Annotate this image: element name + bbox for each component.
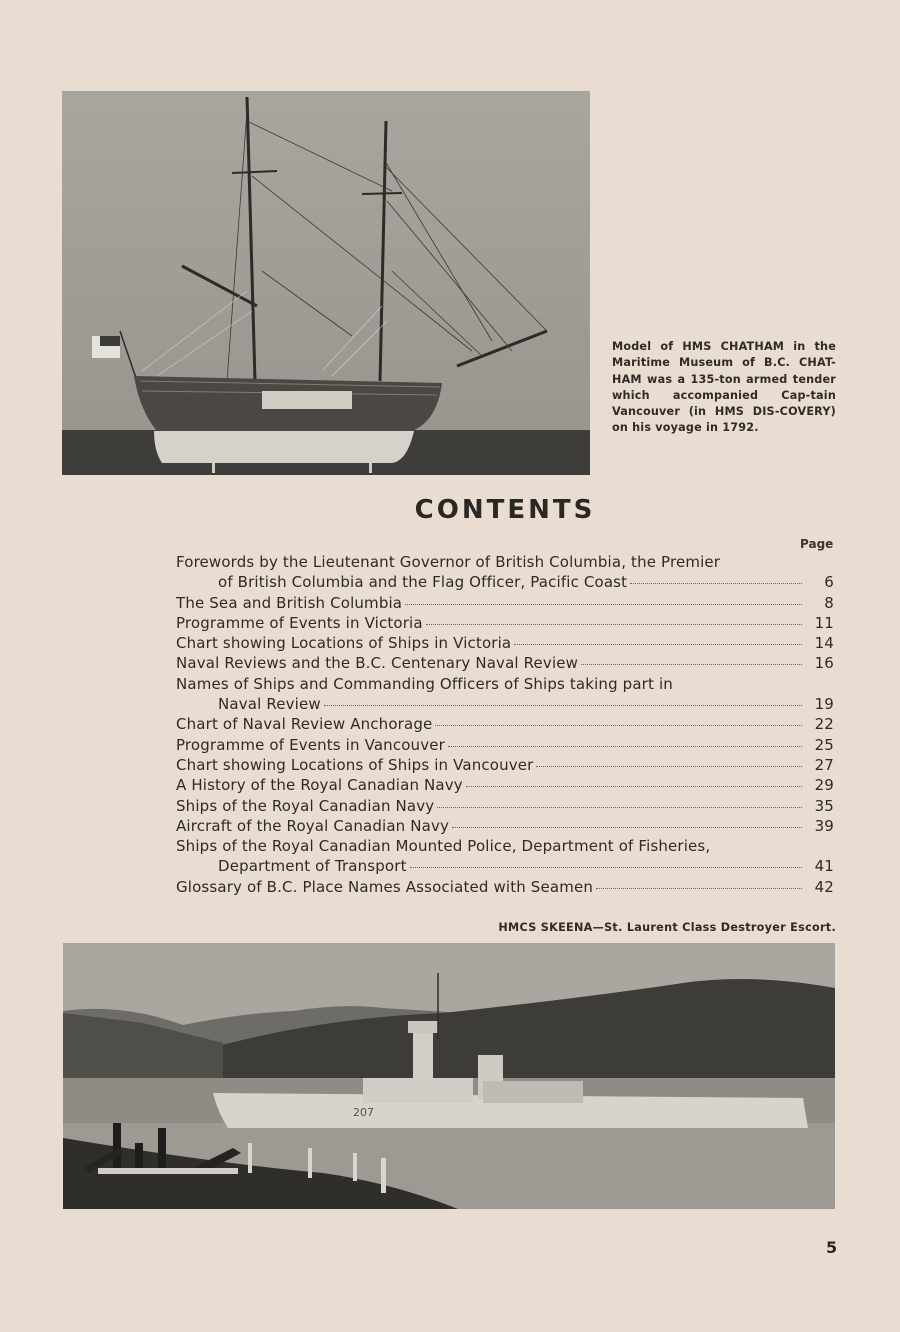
toc-page-number: 42 xyxy=(814,877,834,896)
dot-leader xyxy=(514,643,802,645)
toc-page-number: 27 xyxy=(814,755,834,774)
dot-leader xyxy=(448,745,802,747)
toc-page-number: 11 xyxy=(814,613,834,632)
dot-leader xyxy=(426,623,802,625)
table-of-contents xyxy=(176,552,836,897)
toc-entry-title: Chart showing Locations of Ships in Vancouver xyxy=(176,755,534,774)
toc-entry-title: Programme of Events in Victoria xyxy=(176,613,423,632)
dot-leader xyxy=(410,866,802,868)
dot-leader xyxy=(437,806,802,808)
toc-line xyxy=(176,572,836,592)
hull-number: 207 xyxy=(353,1106,374,1119)
toc-entry-title: Programme of Events in Vancouver xyxy=(176,735,445,754)
toc-entry xyxy=(176,552,836,593)
contents-heading: CONTENTS xyxy=(414,495,596,525)
toc-entry xyxy=(176,613,836,633)
toc-line xyxy=(176,613,836,633)
destroyer-illustration xyxy=(63,943,835,1209)
dot-leader xyxy=(466,785,802,787)
ship-model-illustration xyxy=(62,91,590,475)
toc-entry-title: Naval Review xyxy=(218,695,321,714)
dot-leader xyxy=(581,663,802,665)
toc-entry-title: Forewords by the Lieutenant Governor of British Columbia, the Premier xyxy=(176,553,721,571)
toc-entry-title: Naval Reviews and the B.C. Centenary Naval Review xyxy=(176,654,579,673)
toc-entry xyxy=(176,735,836,755)
toc-entry xyxy=(176,796,836,816)
toc-page-number: 22 xyxy=(814,715,834,734)
dot-leader xyxy=(536,765,802,767)
toc-entry-title: Names of Ships and Commanding Officers of Ships taking part in xyxy=(176,674,673,693)
toc-entry-title: Chart showing Locations of Ships in Victoria xyxy=(176,634,512,653)
page-column-header: Page xyxy=(800,537,834,551)
dot-leader xyxy=(435,724,802,726)
toc-line xyxy=(176,877,836,897)
page-number: 5 xyxy=(826,1238,838,1257)
toc-line xyxy=(176,653,836,673)
hms-chatham-model-photo xyxy=(62,91,590,475)
toc-entry-title: A History of the Royal Canadian Navy xyxy=(176,776,463,795)
toc-entry-title: The Sea and British Columbia xyxy=(176,593,403,612)
toc-line xyxy=(176,735,836,755)
dot-leader xyxy=(630,582,802,584)
toc-line xyxy=(176,552,836,572)
toc-entry xyxy=(176,816,836,836)
toc-entry xyxy=(176,836,836,877)
toc-line xyxy=(176,593,836,613)
toc-page-number: 8 xyxy=(824,593,834,612)
toc-entry xyxy=(176,633,836,653)
toc-page-number: 19 xyxy=(814,695,834,714)
toc-line xyxy=(176,796,836,816)
skeena-caption: HMCS SKEENA—St. Laurent Class Destroyer Escort. xyxy=(498,921,836,934)
toc-entry xyxy=(176,775,836,795)
toc-page-number: 14 xyxy=(814,634,834,653)
toc-page-number: 29 xyxy=(814,776,834,795)
toc-line xyxy=(176,674,836,694)
dot-leader xyxy=(452,826,802,828)
hmcs-skeena-photo xyxy=(63,943,835,1209)
toc-entry-title: Glossary of B.C. Place Names Associated with Seamen xyxy=(176,877,593,896)
toc-entry-title: Chart of Naval Review Anchorage xyxy=(176,715,433,734)
toc-line xyxy=(176,775,836,795)
toc-entry-title: of British Columbia and the Flag Officer, Pacific Coast xyxy=(218,573,628,592)
toc-entry xyxy=(176,593,836,613)
toc-entry-title: Aircraft of the Royal Canadian Navy xyxy=(176,816,450,835)
toc-page-number: 16 xyxy=(814,654,834,673)
toc-line xyxy=(176,633,836,653)
toc-line xyxy=(176,714,836,734)
toc-entry xyxy=(176,653,836,673)
toc-page-number: 6 xyxy=(824,573,834,592)
toc-line xyxy=(176,836,836,856)
toc-page-number: 39 xyxy=(814,816,834,835)
toc-entry xyxy=(176,674,836,715)
toc-line xyxy=(176,694,836,714)
dot-leader xyxy=(405,603,802,605)
toc-entry-title: Department of Transport xyxy=(218,857,407,876)
ship-model-caption: Model of HMS CHATHAM in the Maritime Museum of B.C. CHAT-HAM was a 135-ton armed tender which accompanied Cap-tain Vancouver (in HMS DIS-COVERY) on his voyage in 1792. xyxy=(612,340,836,435)
toc-entry xyxy=(176,877,836,897)
toc-page-number: 25 xyxy=(814,735,834,754)
toc-line xyxy=(176,755,836,775)
dot-leader xyxy=(324,704,802,706)
toc-page-number: 41 xyxy=(814,857,834,876)
toc-line xyxy=(176,816,836,836)
dot-leader xyxy=(596,887,802,889)
toc-entry xyxy=(176,714,836,734)
toc-entry-title: Ships of the Royal Canadian Navy xyxy=(176,796,435,815)
toc-page-number: 35 xyxy=(814,796,834,815)
toc-entry xyxy=(176,755,836,775)
toc-entry-title: Ships of the Royal Canadian Mounted Police, Department of Fisheries, xyxy=(176,837,711,856)
toc-line xyxy=(176,856,836,876)
